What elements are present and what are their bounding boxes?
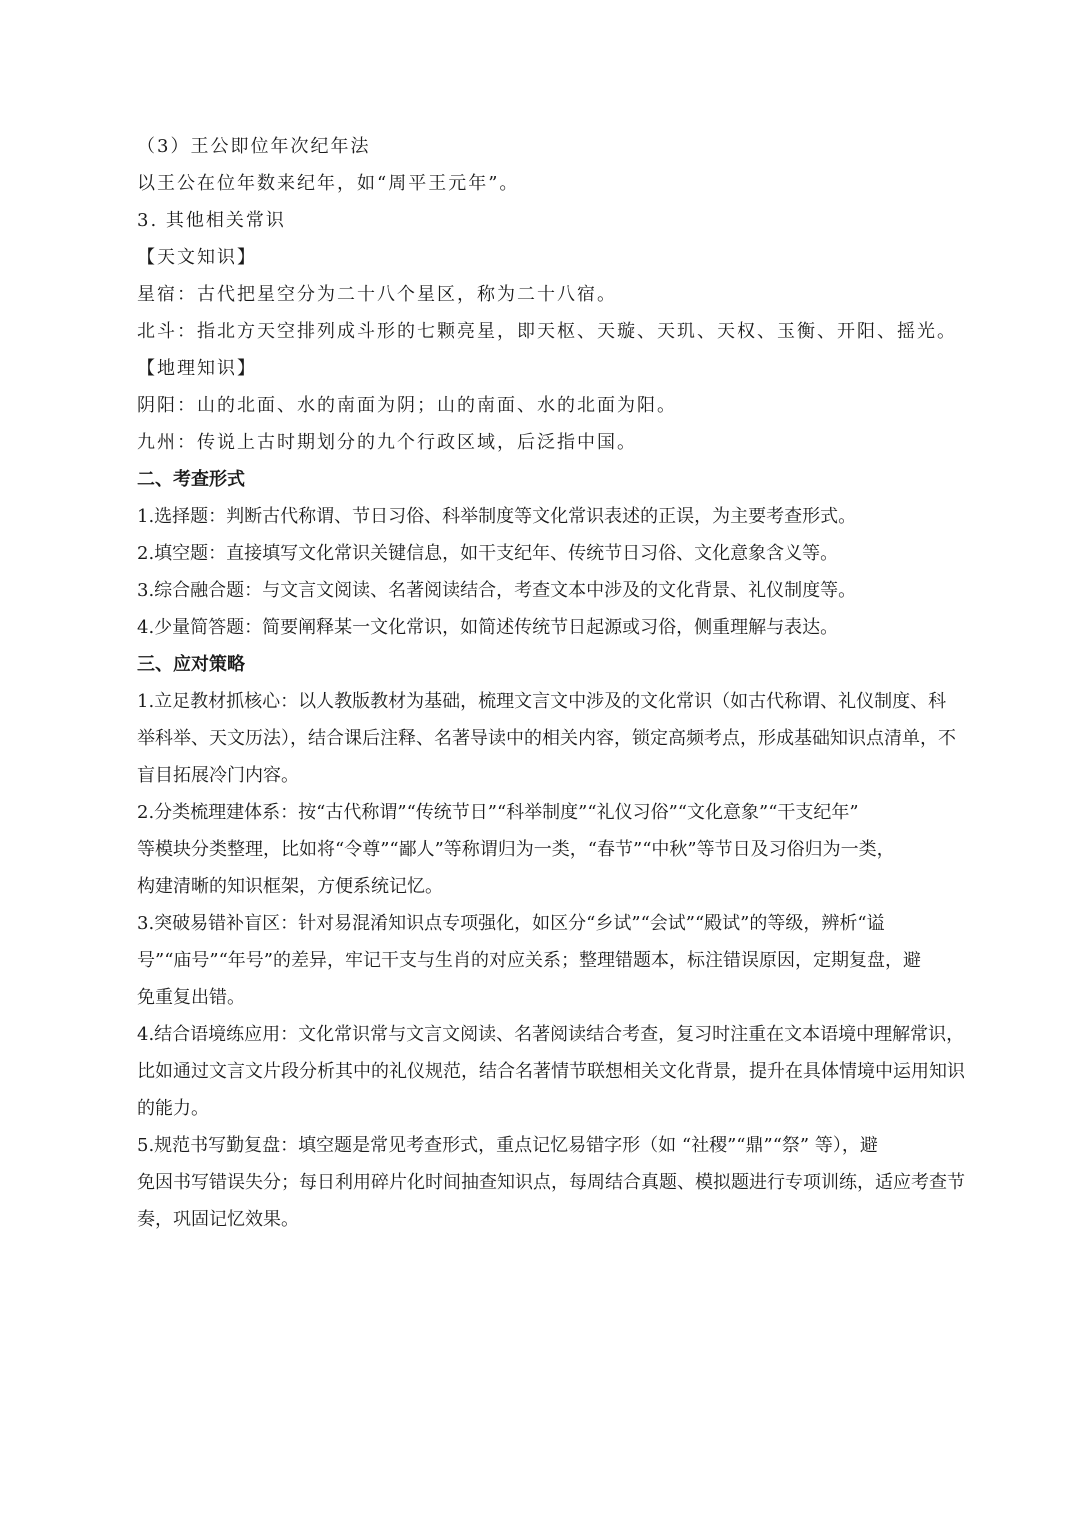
strategy-line: 1.立足教材抓核心：以人教版教材为基础，梳理文言文中涉及的文化常识（如古代称谓、礼仪制度、科 bbox=[137, 691, 947, 712]
strategy-line: 免因书写错误失分；每日利用碎片化时间抽查知识点，每周结合真题、模拟题进行专项训练，适应考查节 bbox=[137, 1172, 965, 1193]
exam-form-item: 3.综合融合题：与文言文阅读、名著阅读结合，考查文本中涉及的文化背景、礼仪制度等。 bbox=[137, 580, 857, 601]
strategy-line: 奏，巩固记忆效果。 bbox=[137, 1209, 299, 1230]
astronomy-item: 星宿：古代把星空分为二十八个星区，称为二十八宿。 bbox=[137, 284, 617, 305]
subheading-wanggong: （3）王公即位年次纪年法 bbox=[137, 136, 371, 157]
astronomy-label: 【天文知识】 bbox=[137, 247, 257, 268]
strategy-line: 免重复出错。 bbox=[137, 987, 245, 1008]
strategy-paragraph bbox=[137, 683, 985, 794]
strategy-line: 2.分类梳理建体系：按“古代称谓”“传统节日”“科举制度”“礼仪习俗”“文化意象”“干支纪年” bbox=[137, 802, 859, 823]
other-knowledge-title: 3. 其他相关常识 bbox=[137, 210, 286, 231]
strategy-paragraph bbox=[137, 905, 985, 1016]
strategy-paragraph bbox=[137, 1127, 985, 1238]
strategy-paragraph bbox=[137, 794, 985, 905]
strategy-line: 的能力。 bbox=[137, 1098, 209, 1119]
exam-form-item: 1.选择题：判断古代称谓、节日习俗、科举制度等文化常识表述的正误，为主要考查形式。 bbox=[137, 506, 857, 527]
strategy-line: 3.突破易错补盲区：针对易混淆知识点专项强化，如区分“乡试”“会试”“殿试”的等级，辨析“谥 bbox=[137, 913, 885, 934]
strategy-line: 4.结合语境练应用：文化常识常与文言文阅读、名著阅读结合考查，复习时注重在文本语境中理解常识， bbox=[137, 1024, 965, 1045]
strategy-paragraph bbox=[137, 1016, 985, 1127]
geography-item: 九州：传说上古时期划分的九个行政区域，后泛指中国。 bbox=[137, 432, 637, 453]
strategy-line: 5.规范书写勤复盘：填空题是常见考查形式，重点记忆易错字形（如 “社稷”“鼎”“祭” 等），避 bbox=[137, 1135, 878, 1156]
section-title-strategies: 三、应对策略 bbox=[137, 654, 245, 675]
strategy-line: 等模块分类整理，比如将“令尊”“鄙人”等称谓归为一类，“春节”“中秋”等节日及习俗归为一类， bbox=[137, 839, 895, 860]
subheading-desc: 以王公在位年数来纪年，如“周平王元年”。 bbox=[137, 173, 520, 194]
strategy-line: 构建清晰的知识框架，方便系统记忆。 bbox=[137, 876, 443, 897]
strategy-line: 号”“庙号”“年号”的差异，牢记干支与生肖的对应关系；整理错题本，标注错误原因，定期复盘，避 bbox=[137, 950, 922, 971]
geography-item: 阴阳：山的北面、水的南面为阴；山的南面、水的北面为阳。 bbox=[137, 395, 677, 416]
strategy-line: 举科举、天文历法），结合课后注释、名著导读中的相关内容，锁定高频考点，形成基础知识点清单，不 bbox=[137, 728, 956, 749]
astronomy-item: 北斗：指北方天空排列成斗形的七颗亮星，即天枢、天璇、天玑、天权、玉衡、开阳、摇光。 bbox=[137, 321, 957, 342]
strategy-line: 比如通过文言文片段分析其中的礼仪规范，结合名著情节联想相关文化背景，提升在具体情境中运用知识 bbox=[137, 1061, 965, 1082]
exam-form-item: 4.少量简答题：简要阐释某一文化常识，如简述传统节日起源或习俗，侧重理解与表达。 bbox=[137, 617, 839, 638]
strategy-line: 盲目拓展冷门内容。 bbox=[137, 765, 299, 786]
document-page bbox=[137, 128, 985, 1238]
section-title-exam-forms: 二、考查形式 bbox=[137, 469, 245, 490]
geography-label: 【地理知识】 bbox=[137, 358, 257, 379]
exam-form-item: 2.填空题：直接填写文化常识关键信息，如干支纪年、传统节日习俗、文化意象含义等。 bbox=[137, 543, 839, 564]
